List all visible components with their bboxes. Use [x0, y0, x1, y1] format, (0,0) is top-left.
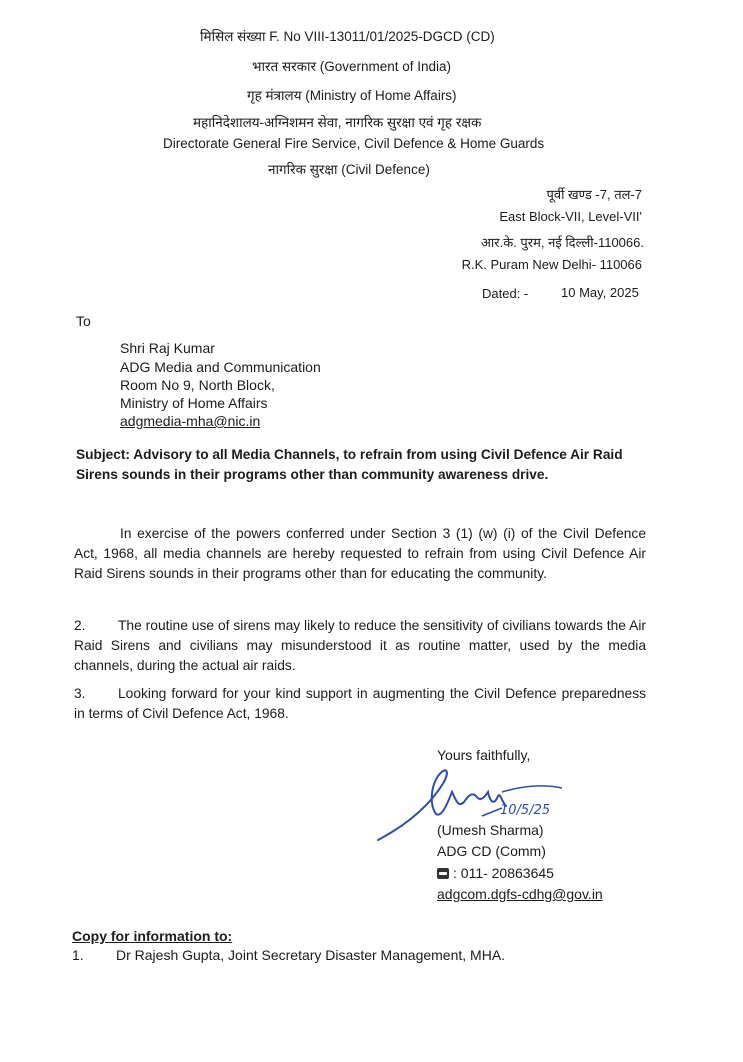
closing-line: Yours faithfully, [437, 747, 531, 763]
signature-date: 10/5/25 [500, 803, 551, 818]
recipient-email[interactable]: adgmedia-mha@nic.in [120, 413, 261, 429]
paragraph-2-text: The routine use of sirens may likely to reduce the sensitivity of civilians towards the Air Raid Sirens and civilians may misunderstood it as routine matter, used by the media channels, during the actual air raids. [74, 618, 646, 673]
division-line: नागरिक सुरक्षा (Civil Defence) [268, 162, 430, 177]
subject-line: Subject: Advisory to all Media Channels, to refrain from using Civil Defence Air Raid Sirens sounds in their programs other than community awareness drive. [76, 447, 623, 482]
signatory-email[interactable]: adgcom.dgfs-cdhg@gov.in [437, 886, 603, 902]
directorate-hindi: महानिदेशालय-अग्निशमन सेवा, नागरिक सुरक्षा एवं गृह रक्षक [193, 115, 482, 130]
address-line-city: R.K. Puram New Delhi- 110066 [461, 257, 642, 272]
signatory-name: (Umesh Sharma) [437, 822, 544, 838]
paragraph-3-number: 3. [74, 686, 86, 701]
signatory-designation: ADG CD (Comm) [437, 843, 546, 859]
government-line: भारत सरकार (Government of India) [252, 59, 452, 74]
paragraph-2 [74, 616, 646, 676]
recipient-name: Shri Raj Kumar [120, 340, 215, 356]
file-number: मिसिल संख्या F. No VIII-13011/01/2025-DGCD (CD) [200, 29, 495, 44]
recipient-room: Room No 9, North Block, [120, 377, 275, 393]
phone-number: : 011- 20863645 [453, 865, 554, 881]
copy-item-number: 1. [72, 947, 84, 963]
dated-value: 10 May, 2025 [561, 285, 639, 300]
address-line-block: East Block-VII, Level-VII' [499, 209, 642, 224]
dated-label: Dated: - [482, 286, 529, 301]
paragraph-3-text: Looking forward for your kind support in augmenting the Civil Defence preparedness in terms of Civil Defence Act, 1968. [74, 686, 646, 721]
recipient-ministry: Ministry of Home Affairs [120, 395, 268, 411]
directorate-english: Directorate General Fire Service, Civil Defence & Home Guards [163, 136, 545, 151]
address-line-hindi: पूर्वी खण्ड -7, तल-7 [546, 187, 642, 202]
paragraph-1: In exercise of the powers conferred under Section 3 (1) (w) (i) of the Civil Defence Act, 1968, all media channels are hereby requested to refrain from using Civil Defence Air Raid Sirens sounds in their programs other than for educating the community. [74, 526, 646, 581]
paragraph-2-number: 2. [74, 618, 86, 633]
to-label: To [76, 313, 91, 329]
ministry-line: गृह मंत्रालय (Ministry of Home Affairs) [247, 88, 457, 103]
copy-item-text: Dr Rajesh Gupta, Joint Secretary Disaster Management, MHA. [116, 947, 506, 963]
address-line-city-hindi: आर.के. पुरम, नई दिल्ली-110066. [480, 235, 644, 250]
telephone-icon [437, 868, 449, 879]
copy-item [72, 947, 505, 963]
recipient-designation: ADG Media and Communication [120, 359, 321, 375]
signatory-phone [437, 865, 554, 881]
paragraph-3 [74, 684, 646, 724]
copy-heading: Copy for information to: [72, 928, 233, 944]
